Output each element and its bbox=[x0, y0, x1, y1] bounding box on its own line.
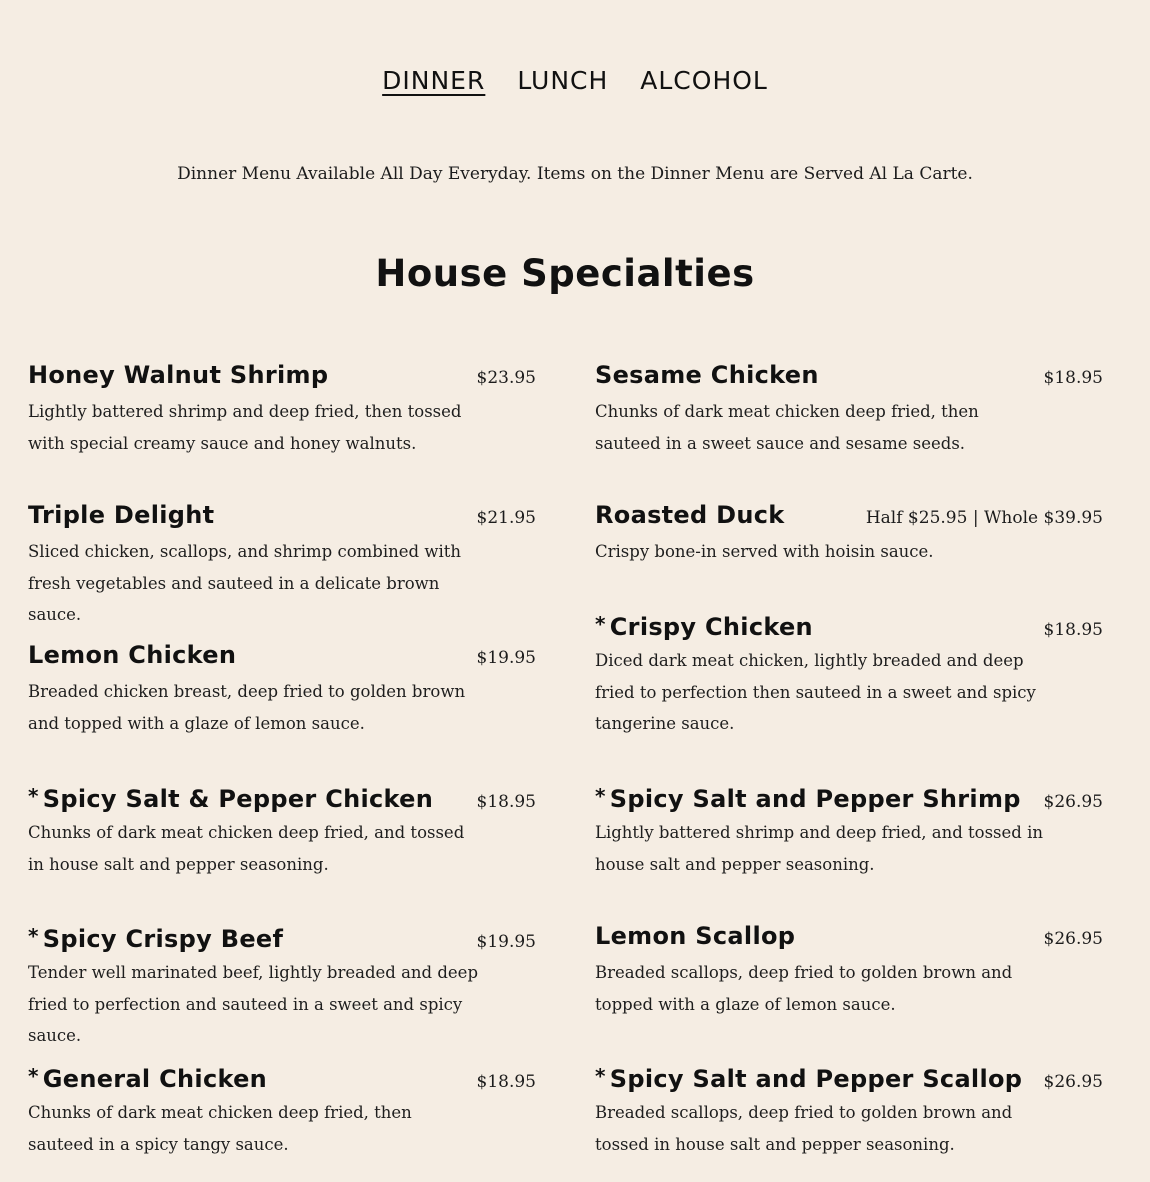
menu-item bbox=[595, 917, 1103, 1020]
item-name: Lemon Chicken bbox=[28, 641, 237, 669]
item-description: Breaded chicken breast, deep fried to golden brown and topped with a glaze of lemon sauce. bbox=[28, 682, 466, 733]
spicy-marker: * bbox=[28, 784, 39, 808]
menu-item bbox=[595, 356, 1103, 459]
menu-item bbox=[28, 777, 536, 880]
item-description: Tender well marinated beef, lightly breaded and deep fried to perfection and sauteed in a sweet and spicy sauce. bbox=[28, 963, 479, 1045]
item-description: Breaded scallops, deep fried to golden brown and topped with a glaze of lemon sauce. bbox=[595, 963, 1013, 1014]
item-price: $19.95 bbox=[476, 932, 536, 952]
item-price: $18.95 bbox=[476, 1072, 536, 1092]
tab-lunch[interactable]: LUNCH bbox=[517, 66, 609, 95]
item-description: Sliced chicken, scallops, and shrimp combined with fresh vegetables and sauteed in a delicate brown sauce. bbox=[28, 542, 461, 624]
item-description: Chunks of dark meat chicken deep fried, then sauteed in a sweet sauce and sesame seeds. bbox=[595, 402, 979, 453]
item-price: $18.95 bbox=[1043, 620, 1103, 640]
menu-item bbox=[28, 917, 536, 1052]
item-description: Chunks of dark meat chicken deep fried, then sauteed in a spicy tangy sauce. bbox=[28, 1103, 412, 1154]
menu-item bbox=[595, 605, 1103, 740]
item-description: Breaded scallops, deep fried to golden brown and tossed in house salt and pepper seasoning. bbox=[595, 1103, 1013, 1154]
item-name: * Crispy Chicken bbox=[595, 612, 813, 641]
item-price: Half $25.95 | Whole $39.95 bbox=[865, 508, 1103, 528]
item-name: Lemon Scallop bbox=[595, 922, 796, 950]
item-name: * Spicy Salt and Pepper Shrimp bbox=[595, 784, 1021, 813]
item-price: $23.95 bbox=[476, 368, 536, 388]
item-price: $26.95 bbox=[1043, 929, 1103, 949]
tab-alcohol[interactable]: ALCOHOL bbox=[640, 66, 768, 95]
item-price: $26.95 bbox=[1043, 792, 1103, 812]
item-name: * Spicy Crispy Beef bbox=[28, 924, 284, 953]
item-name: Roasted Duck bbox=[595, 501, 785, 529]
menu-item bbox=[28, 356, 536, 459]
item-price: $18.95 bbox=[1043, 368, 1103, 388]
item-name: * General Chicken bbox=[28, 1064, 268, 1093]
item-name: Sesame Chicken bbox=[595, 361, 819, 389]
tab-dinner[interactable]: DINNER bbox=[382, 66, 486, 95]
item-name: * Spicy Salt and Pepper Scallop bbox=[595, 1064, 1023, 1093]
menu-item bbox=[28, 1057, 536, 1160]
item-price: $26.95 bbox=[1043, 1072, 1103, 1092]
menu-item bbox=[28, 496, 536, 631]
menu-item bbox=[28, 636, 536, 739]
item-name: * Spicy Salt & Pepper Chicken bbox=[28, 784, 434, 813]
section-title: House Specialties bbox=[375, 252, 755, 295]
item-price: $21.95 bbox=[476, 508, 536, 528]
item-name: Honey Walnut Shrimp bbox=[28, 361, 329, 389]
item-description: Diced dark meat chicken, lightly breaded and deep fried to perfection then sauteed in a sweet and spicy tangerine sauce. bbox=[595, 651, 1036, 733]
item-price: $18.95 bbox=[476, 792, 536, 812]
menu-availability-note: Dinner Menu Available All Day Everyday. Items on the Dinner Menu are Served Al La Carte. bbox=[177, 164, 973, 184]
menu-item bbox=[595, 777, 1103, 880]
menu-item bbox=[595, 496, 1103, 568]
spicy-marker: * bbox=[595, 612, 606, 636]
menu-tabs bbox=[0, 62, 1150, 100]
item-description: Crispy bone-in served with hoisin sauce. bbox=[595, 542, 934, 561]
spicy-marker: * bbox=[28, 1064, 39, 1088]
spicy-marker: * bbox=[595, 1064, 606, 1088]
spicy-marker: * bbox=[28, 924, 39, 948]
item-description: Lightly battered shrimp and deep fried, and tossed in house salt and pepper seasoning. bbox=[595, 823, 1043, 874]
item-description: Lightly battered shrimp and deep fried, then tossed with special creamy sauce and honey walnuts. bbox=[28, 402, 462, 453]
item-description: Chunks of dark meat chicken deep fried, and tossed in house salt and pepper seasoning. bbox=[28, 823, 465, 874]
item-price: $19.95 bbox=[476, 648, 536, 668]
item-name: Triple Delight bbox=[28, 501, 215, 529]
menu-item bbox=[595, 1057, 1103, 1160]
spicy-marker: * bbox=[595, 784, 606, 808]
